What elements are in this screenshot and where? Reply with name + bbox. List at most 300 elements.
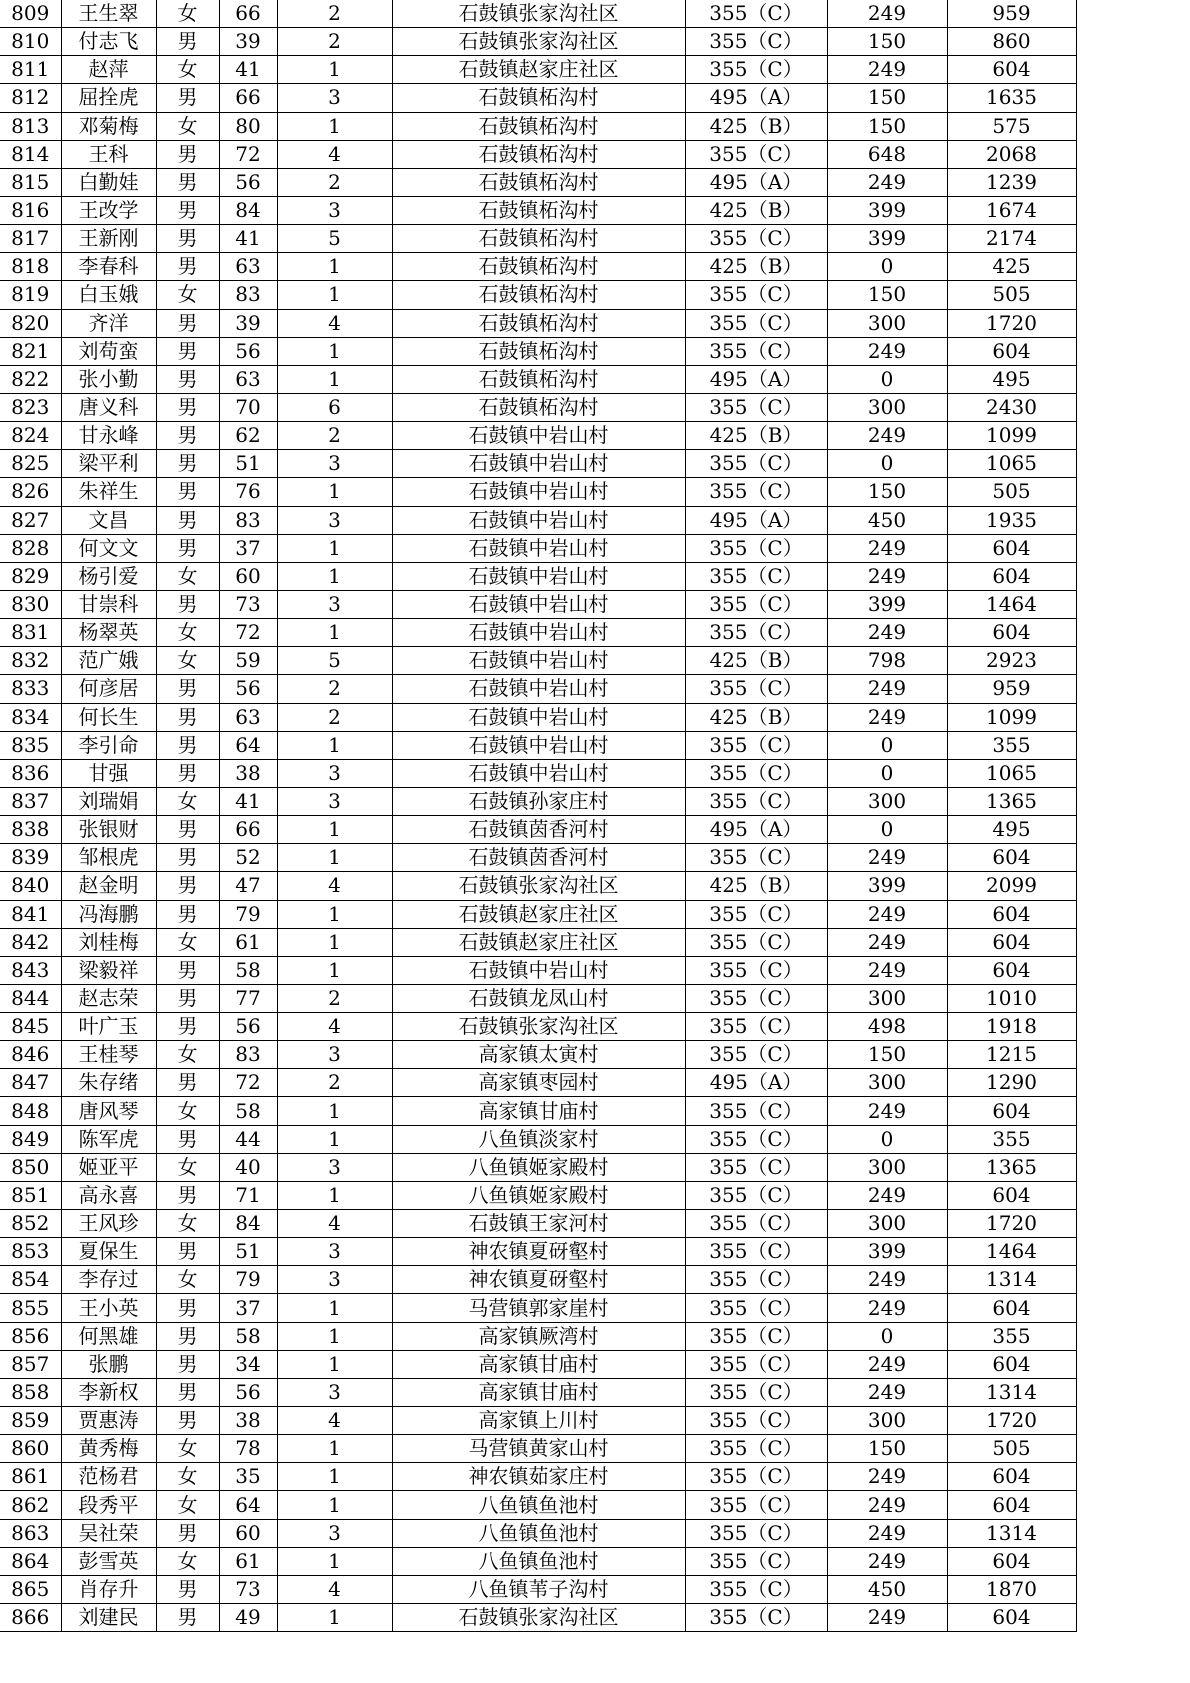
cell-age: 64 (219, 1491, 277, 1519)
cell-household-size: 2 (277, 422, 392, 450)
cell-extra-amount: 399 (827, 225, 947, 253)
cell-gender: 女 (156, 562, 219, 590)
cell-household-size: 4 (277, 1210, 392, 1238)
cell-row-number: 848 (0, 1097, 61, 1125)
table-row (0, 1604, 1076, 1632)
cell-total-amount: 604 (947, 1181, 1076, 1209)
table-row (0, 703, 1076, 731)
cell-household-size: 1 (277, 562, 392, 590)
table-row (0, 1519, 1076, 1547)
cell-age: 73 (219, 1575, 277, 1603)
cell-address: 石鼓镇柘沟村 (392, 84, 685, 112)
cell-age: 73 (219, 590, 277, 618)
table-row (0, 0, 1076, 28)
cell-household-size: 1 (277, 478, 392, 506)
cell-row-number: 815 (0, 168, 61, 196)
cell-row-number: 847 (0, 1069, 61, 1097)
cell-name: 齐洋 (61, 309, 156, 337)
cell-household-size: 1 (277, 619, 392, 647)
cell-extra-amount: 0 (827, 253, 947, 281)
cell-total-amount: 1635 (947, 84, 1076, 112)
cell-row-number: 830 (0, 590, 61, 618)
cell-age: 51 (219, 450, 277, 478)
table-row (0, 619, 1076, 647)
cell-address: 高家镇太寅村 (392, 1041, 685, 1069)
cell-total-amount: 1720 (947, 1210, 1076, 1238)
cell-name: 甘强 (61, 759, 156, 787)
cell-name: 朱祥生 (61, 478, 156, 506)
cell-extra-amount: 150 (827, 1041, 947, 1069)
cell-address: 石鼓镇中岩山村 (392, 534, 685, 562)
table-row (0, 534, 1076, 562)
cell-name: 吴社荣 (61, 1519, 156, 1547)
cell-age: 35 (219, 1463, 277, 1491)
cell-name: 刘苟蛮 (61, 337, 156, 365)
cell-address: 石鼓镇张家沟社区 (392, 872, 685, 900)
cell-total-amount: 355 (947, 731, 1076, 759)
cell-grade: 495（A） (685, 365, 827, 393)
cell-address: 石鼓镇中岩山村 (392, 759, 685, 787)
table-row (0, 647, 1076, 675)
cell-gender: 男 (156, 590, 219, 618)
cell-total-amount: 860 (947, 28, 1076, 56)
cell-address: 石鼓镇柘沟村 (392, 309, 685, 337)
cell-total-amount: 1065 (947, 759, 1076, 787)
cell-age: 41 (219, 56, 277, 84)
cell-name: 王桂琴 (61, 1041, 156, 1069)
cell-row-number: 864 (0, 1547, 61, 1575)
cell-address: 石鼓镇柘沟村 (392, 393, 685, 421)
table-row (0, 928, 1076, 956)
cell-household-size: 3 (277, 787, 392, 815)
table-row (0, 196, 1076, 224)
cell-name: 李存过 (61, 1266, 156, 1294)
cell-name: 赵金明 (61, 872, 156, 900)
cell-row-number: 835 (0, 731, 61, 759)
cell-age: 58 (219, 956, 277, 984)
cell-extra-amount: 0 (827, 731, 947, 759)
cell-grade: 425（B） (685, 647, 827, 675)
cell-household-size: 4 (277, 1407, 392, 1435)
cell-age: 52 (219, 844, 277, 872)
cell-grade: 355（C） (685, 956, 827, 984)
cell-address: 石鼓镇中岩山村 (392, 731, 685, 759)
cell-gender: 男 (156, 872, 219, 900)
cell-extra-amount: 300 (827, 1210, 947, 1238)
cell-name: 贾惠涛 (61, 1407, 156, 1435)
cell-grade: 355（C） (685, 1378, 827, 1406)
cell-household-size: 2 (277, 168, 392, 196)
cell-extra-amount: 249 (827, 956, 947, 984)
cell-age: 83 (219, 506, 277, 534)
cell-name: 王科 (61, 140, 156, 168)
cell-name: 屈拴虎 (61, 84, 156, 112)
cell-age: 72 (219, 1069, 277, 1097)
table-row (0, 1407, 1076, 1435)
cell-row-number: 853 (0, 1238, 61, 1266)
cell-row-number: 819 (0, 281, 61, 309)
cell-household-size: 1 (277, 1350, 392, 1378)
cell-name: 李新权 (61, 1378, 156, 1406)
cell-household-size: 1 (277, 956, 392, 984)
cell-row-number: 841 (0, 900, 61, 928)
table-row (0, 816, 1076, 844)
cell-age: 63 (219, 703, 277, 731)
cell-household-size: 1 (277, 816, 392, 844)
cell-household-size: 3 (277, 1519, 392, 1547)
cell-gender: 男 (156, 816, 219, 844)
table-row (0, 56, 1076, 84)
cell-age: 37 (219, 534, 277, 562)
cell-total-amount: 604 (947, 56, 1076, 84)
cell-total-amount: 604 (947, 1547, 1076, 1575)
cell-address: 石鼓镇柘沟村 (392, 140, 685, 168)
cell-row-number: 852 (0, 1210, 61, 1238)
cell-age: 83 (219, 1041, 277, 1069)
cell-grade: 355（C） (685, 1604, 827, 1632)
cell-name: 范杨君 (61, 1463, 156, 1491)
cell-row-number: 861 (0, 1463, 61, 1491)
cell-name: 朱存绪 (61, 1069, 156, 1097)
cell-extra-amount: 399 (827, 196, 947, 224)
cell-row-number: 850 (0, 1153, 61, 1181)
cell-grade: 355（C） (685, 1407, 827, 1435)
cell-household-size: 3 (277, 1238, 392, 1266)
cell-address: 石鼓镇柘沟村 (392, 365, 685, 393)
cell-age: 56 (219, 1378, 277, 1406)
cell-age: 61 (219, 928, 277, 956)
cell-total-amount: 1239 (947, 168, 1076, 196)
cell-household-size: 3 (277, 1378, 392, 1406)
cell-age: 58 (219, 1322, 277, 1350)
cell-grade: 355（C） (685, 1125, 827, 1153)
cell-age: 62 (219, 422, 277, 450)
cell-gender: 男 (156, 703, 219, 731)
cell-name: 段秀平 (61, 1491, 156, 1519)
cell-total-amount: 355 (947, 1322, 1076, 1350)
cell-grade: 355（C） (685, 1238, 827, 1266)
cell-extra-amount: 249 (827, 1378, 947, 1406)
cell-grade: 425（B） (685, 196, 827, 224)
cell-row-number: 860 (0, 1435, 61, 1463)
cell-age: 38 (219, 1407, 277, 1435)
cell-total-amount: 604 (947, 1604, 1076, 1632)
cell-extra-amount: 0 (827, 1125, 947, 1153)
cell-total-amount: 604 (947, 900, 1076, 928)
cell-name: 高永喜 (61, 1181, 156, 1209)
cell-gender: 男 (156, 984, 219, 1012)
cell-age: 40 (219, 1153, 277, 1181)
cell-name: 杨翠英 (61, 619, 156, 647)
table-row (0, 1125, 1076, 1153)
cell-name: 张小勤 (61, 365, 156, 393)
cell-extra-amount: 249 (827, 1294, 947, 1322)
cell-total-amount: 604 (947, 1463, 1076, 1491)
cell-grade: 355（C） (685, 1041, 827, 1069)
cell-total-amount: 959 (947, 675, 1076, 703)
table-row (0, 1013, 1076, 1041)
cell-age: 72 (219, 140, 277, 168)
cell-grade: 355（C） (685, 619, 827, 647)
cell-household-size: 1 (277, 844, 392, 872)
cell-name: 姬亚平 (61, 1153, 156, 1181)
cell-row-number: 840 (0, 872, 61, 900)
table-row (0, 253, 1076, 281)
cell-household-size: 3 (277, 84, 392, 112)
cell-gender: 女 (156, 1153, 219, 1181)
cell-extra-amount: 300 (827, 1153, 947, 1181)
cell-age: 80 (219, 112, 277, 140)
cell-extra-amount: 300 (827, 984, 947, 1012)
cell-grade: 355（C） (685, 1491, 827, 1519)
cell-row-number: 865 (0, 1575, 61, 1603)
cell-grade: 355（C） (685, 337, 827, 365)
cell-total-amount: 1935 (947, 506, 1076, 534)
cell-extra-amount: 249 (827, 619, 947, 647)
table-row (0, 1322, 1076, 1350)
cell-row-number: 820 (0, 309, 61, 337)
cell-age: 66 (219, 816, 277, 844)
table-row (0, 422, 1076, 450)
cell-total-amount: 604 (947, 1294, 1076, 1322)
cell-address: 马营镇郭家崖村 (392, 1294, 685, 1322)
cell-household-size: 1 (277, 928, 392, 956)
cell-extra-amount: 0 (827, 759, 947, 787)
cell-address: 石鼓镇柘沟村 (392, 112, 685, 140)
cell-extra-amount: 249 (827, 562, 947, 590)
cell-grade: 355（C） (685, 731, 827, 759)
cell-grade: 495（A） (685, 168, 827, 196)
cell-total-amount: 425 (947, 253, 1076, 281)
cell-age: 66 (219, 0, 277, 28)
cell-total-amount: 1099 (947, 422, 1076, 450)
cell-address: 高家镇甘庙村 (392, 1097, 685, 1125)
cell-total-amount: 505 (947, 1435, 1076, 1463)
cell-address: 石鼓镇柘沟村 (392, 253, 685, 281)
cell-gender: 女 (156, 112, 219, 140)
cell-address: 高家镇厥湾村 (392, 1322, 685, 1350)
cell-household-size: 1 (277, 534, 392, 562)
cell-total-amount: 1365 (947, 1153, 1076, 1181)
cell-gender: 男 (156, 900, 219, 928)
cell-address: 石鼓镇张家沟社区 (392, 1604, 685, 1632)
cell-grade: 355（C） (685, 590, 827, 618)
table-row (0, 281, 1076, 309)
cell-name: 付志飞 (61, 28, 156, 56)
cell-total-amount: 959 (947, 0, 1076, 28)
cell-grade: 425（B） (685, 703, 827, 731)
cell-age: 70 (219, 393, 277, 421)
table-row (0, 590, 1076, 618)
cell-grade: 355（C） (685, 1097, 827, 1125)
table-row (0, 675, 1076, 703)
cell-total-amount: 1099 (947, 703, 1076, 731)
cell-gender: 男 (156, 1407, 219, 1435)
cell-row-number: 855 (0, 1294, 61, 1322)
table-row (0, 1181, 1076, 1209)
cell-gender: 女 (156, 1463, 219, 1491)
cell-gender: 男 (156, 253, 219, 281)
table-row (0, 168, 1076, 196)
cell-row-number: 810 (0, 28, 61, 56)
table-row (0, 562, 1076, 590)
table-row (0, 84, 1076, 112)
cell-grade: 355（C） (685, 450, 827, 478)
cell-grade: 355（C） (685, 225, 827, 253)
cell-address: 石鼓镇中岩山村 (392, 619, 685, 647)
cell-age: 71 (219, 1181, 277, 1209)
cell-extra-amount: 798 (827, 647, 947, 675)
cell-extra-amount: 249 (827, 1463, 947, 1491)
cell-address: 石鼓镇张家沟社区 (392, 1013, 685, 1041)
cell-gender: 男 (156, 506, 219, 534)
cell-name: 张银财 (61, 816, 156, 844)
cell-name: 冯海鹏 (61, 900, 156, 928)
cell-gender: 男 (156, 478, 219, 506)
cell-age: 51 (219, 1238, 277, 1266)
cell-extra-amount: 249 (827, 1604, 947, 1632)
cell-address: 石鼓镇赵家庄社区 (392, 928, 685, 956)
cell-gender: 男 (156, 1322, 219, 1350)
cell-name: 唐风琴 (61, 1097, 156, 1125)
cell-gender: 女 (156, 787, 219, 815)
cell-address: 石鼓镇龙凤山村 (392, 984, 685, 1012)
cell-row-number: 837 (0, 787, 61, 815)
cell-household-size: 2 (277, 1069, 392, 1097)
cell-gender: 男 (156, 1604, 219, 1632)
cell-extra-amount: 249 (827, 0, 947, 28)
cell-row-number: 863 (0, 1519, 61, 1547)
cell-row-number: 812 (0, 84, 61, 112)
cell-address: 石鼓镇中岩山村 (392, 703, 685, 731)
cell-household-size: 4 (277, 872, 392, 900)
cell-household-size: 2 (277, 0, 392, 28)
cell-grade: 355（C） (685, 928, 827, 956)
cell-total-amount: 2068 (947, 140, 1076, 168)
table-row (0, 1378, 1076, 1406)
cell-address: 八鱼镇鱼池村 (392, 1547, 685, 1575)
cell-gender: 女 (156, 928, 219, 956)
cell-grade: 495（A） (685, 506, 827, 534)
cell-address: 石鼓镇茵香河村 (392, 816, 685, 844)
cell-total-amount: 2174 (947, 225, 1076, 253)
table-row (0, 365, 1076, 393)
cell-gender: 男 (156, 337, 219, 365)
cell-row-number: 858 (0, 1378, 61, 1406)
cell-row-number: 814 (0, 140, 61, 168)
cell-grade: 355（C） (685, 1181, 827, 1209)
cell-extra-amount: 450 (827, 506, 947, 534)
table-row (0, 731, 1076, 759)
cell-age: 84 (219, 196, 277, 224)
cell-extra-amount: 150 (827, 28, 947, 56)
cell-extra-amount: 498 (827, 1013, 947, 1041)
table-row (0, 759, 1076, 787)
cell-extra-amount: 0 (827, 365, 947, 393)
cell-address: 石鼓镇柘沟村 (392, 337, 685, 365)
cell-age: 72 (219, 619, 277, 647)
cell-household-size: 1 (277, 1604, 392, 1632)
cell-gender: 男 (156, 1069, 219, 1097)
cell-gender: 男 (156, 28, 219, 56)
cell-grade: 355（C） (685, 562, 827, 590)
cell-name: 王小英 (61, 1294, 156, 1322)
cell-grade: 355（C） (685, 1322, 827, 1350)
cell-name: 夏保生 (61, 1238, 156, 1266)
cell-total-amount: 495 (947, 365, 1076, 393)
cell-gender: 男 (156, 1238, 219, 1266)
cell-row-number: 832 (0, 647, 61, 675)
cell-age: 47 (219, 872, 277, 900)
cell-row-number: 866 (0, 1604, 61, 1632)
cell-total-amount: 604 (947, 928, 1076, 956)
cell-name: 何黑雄 (61, 1322, 156, 1350)
cell-grade: 355（C） (685, 1547, 827, 1575)
cell-address: 石鼓镇中岩山村 (392, 675, 685, 703)
cell-name: 梁毅祥 (61, 956, 156, 984)
cell-grade: 425（B） (685, 253, 827, 281)
table-row (0, 984, 1076, 1012)
cell-name: 肖存升 (61, 1575, 156, 1603)
cell-extra-amount: 300 (827, 787, 947, 815)
cell-age: 60 (219, 1519, 277, 1547)
cell-address: 马营镇黄家山村 (392, 1435, 685, 1463)
cell-household-size: 5 (277, 647, 392, 675)
table-row (0, 1238, 1076, 1266)
cell-extra-amount: 249 (827, 675, 947, 703)
cell-row-number: 817 (0, 225, 61, 253)
cell-gender: 男 (156, 365, 219, 393)
cell-household-size: 2 (277, 984, 392, 1012)
cell-row-number: 843 (0, 956, 61, 984)
table-row (0, 393, 1076, 421)
cell-name: 白勤娃 (61, 168, 156, 196)
table-row (0, 787, 1076, 815)
cell-household-size: 4 (277, 1013, 392, 1041)
cell-name: 刘桂梅 (61, 928, 156, 956)
cell-name: 彭雪英 (61, 1547, 156, 1575)
cell-extra-amount: 150 (827, 1435, 947, 1463)
cell-name: 王新刚 (61, 225, 156, 253)
cell-extra-amount: 249 (827, 168, 947, 196)
cell-address: 石鼓镇中岩山村 (392, 422, 685, 450)
cell-row-number: 845 (0, 1013, 61, 1041)
cell-age: 79 (219, 900, 277, 928)
cell-row-number: 857 (0, 1350, 61, 1378)
table-row (0, 956, 1076, 984)
cell-total-amount: 1464 (947, 1238, 1076, 1266)
cell-age: 63 (219, 365, 277, 393)
cell-name: 李春科 (61, 253, 156, 281)
cell-gender: 男 (156, 1013, 219, 1041)
cell-row-number: 827 (0, 506, 61, 534)
cell-row-number: 822 (0, 365, 61, 393)
cell-name: 范广娥 (61, 647, 156, 675)
cell-total-amount: 1674 (947, 196, 1076, 224)
cell-total-amount: 1918 (947, 1013, 1076, 1041)
cell-total-amount: 604 (947, 337, 1076, 365)
cell-household-size: 1 (277, 365, 392, 393)
cell-row-number: 844 (0, 984, 61, 1012)
cell-household-size: 1 (277, 112, 392, 140)
cell-total-amount: 1290 (947, 1069, 1076, 1097)
cell-grade: 355（C） (685, 0, 827, 28)
cell-extra-amount: 0 (827, 450, 947, 478)
cell-extra-amount: 249 (827, 703, 947, 731)
cell-name: 何文文 (61, 534, 156, 562)
cell-name: 陈军虎 (61, 1125, 156, 1153)
table-row (0, 900, 1076, 928)
